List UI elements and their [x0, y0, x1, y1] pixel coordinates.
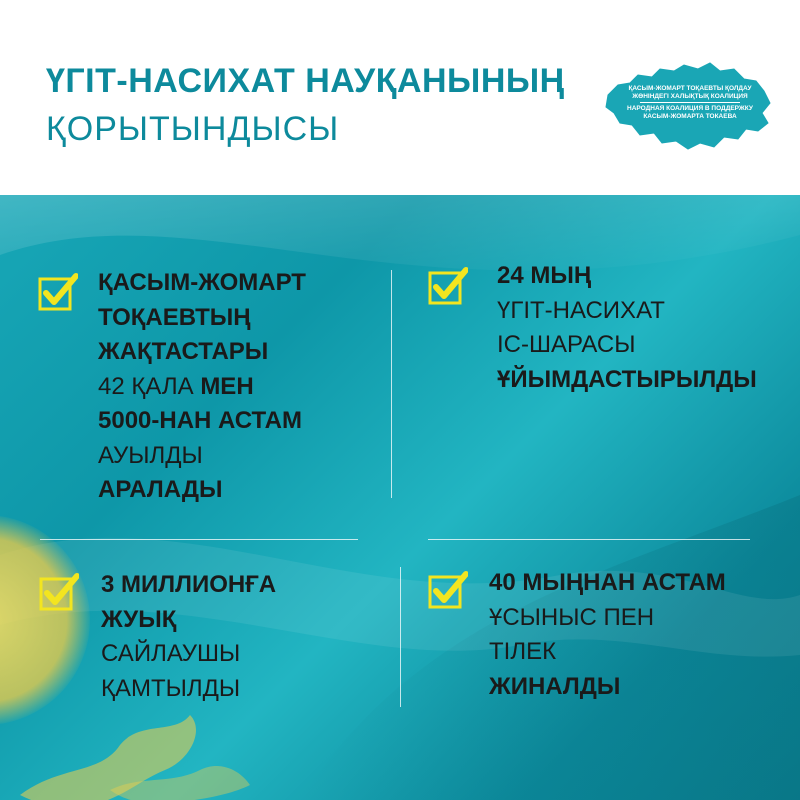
logo-divider [640, 102, 740, 103]
fact-line: ЖУЫҚ [101, 605, 177, 633]
fact-line: ҚАСЫМ-ЖОМАРТ [98, 269, 306, 296]
fact-line: ЖИНАЛДЫ [489, 672, 621, 700]
fact-line: ҰСЫНЫС ПЕН [489, 603, 655, 631]
fact-line: ҚАМТЫЛДЫ [101, 674, 241, 702]
fact-line: АУЫЛДЫ [98, 441, 203, 469]
fact-line: 24 МЫҢ [497, 262, 592, 289]
divider-horizontal-right [428, 539, 750, 540]
page-title: ҮГІТ-НАСИХАТ НАУҚАНЫНЫҢ [46, 62, 565, 100]
fact-supporters-visited [98, 266, 306, 508]
fact-line: САЙЛАУШЫ [101, 640, 241, 667]
checkbox-check-icon [428, 571, 468, 611]
divider-vertical-bottom [400, 567, 401, 707]
fact-line: АРАЛАДЫ [98, 476, 223, 503]
header [0, 0, 800, 195]
fact-campaign-events [497, 259, 757, 397]
logo-text-kz: ҚАСЫМ-ЖОМАРТ ТОҚАЕВТЫ ҚОЛДАУ ЖӨНІНДЕГІ ХАЛЫҚТЫҚ КОАЛИЦИЯ [628, 85, 752, 101]
fact-line: ҮГІТ-НАСИХАТ [497, 296, 665, 324]
fact-voters-reached [101, 568, 276, 706]
fact-line [98, 370, 306, 405]
divider-vertical-top [391, 270, 392, 498]
divider-horizontal-left [40, 539, 358, 540]
checkbox-check-icon [39, 573, 79, 613]
fact-proposals-collected [489, 566, 726, 704]
fact-line: 3 МИЛЛИОНҒА [101, 571, 277, 598]
checkbox-check-icon [38, 273, 78, 313]
coalition-logo [600, 55, 775, 155]
logo-text-ru: НАРОДНАЯ КОАЛИЦИЯ В ПОДДЕРЖКУ КАСЫМ-ЖОМАРТА ТОКАЕВА [627, 105, 753, 121]
checkbox-check-icon [428, 267, 468, 307]
fact-line: ТІЛЕК [489, 638, 557, 665]
fact-line-part: 42 ҚАЛА [98, 372, 201, 400]
fact-line: ІС-ШАРАСЫ [497, 331, 636, 358]
fact-line: 40 МЫҢНАН АСТАМ [489, 569, 726, 596]
fact-line: ЖАҚТАСТАРЫ [98, 338, 269, 365]
fact-line: 5000-НАН АСТАМ [98, 407, 302, 434]
fact-line: ТОҚАЕВТЫҢ [98, 303, 251, 331]
fact-line: ҰЙЫМДАСТЫРЫЛДЫ [497, 365, 757, 393]
page-subtitle: ҚОРЫТЫНДЫСЫ [46, 110, 340, 148]
fact-line-part: МЕН [200, 372, 254, 400]
